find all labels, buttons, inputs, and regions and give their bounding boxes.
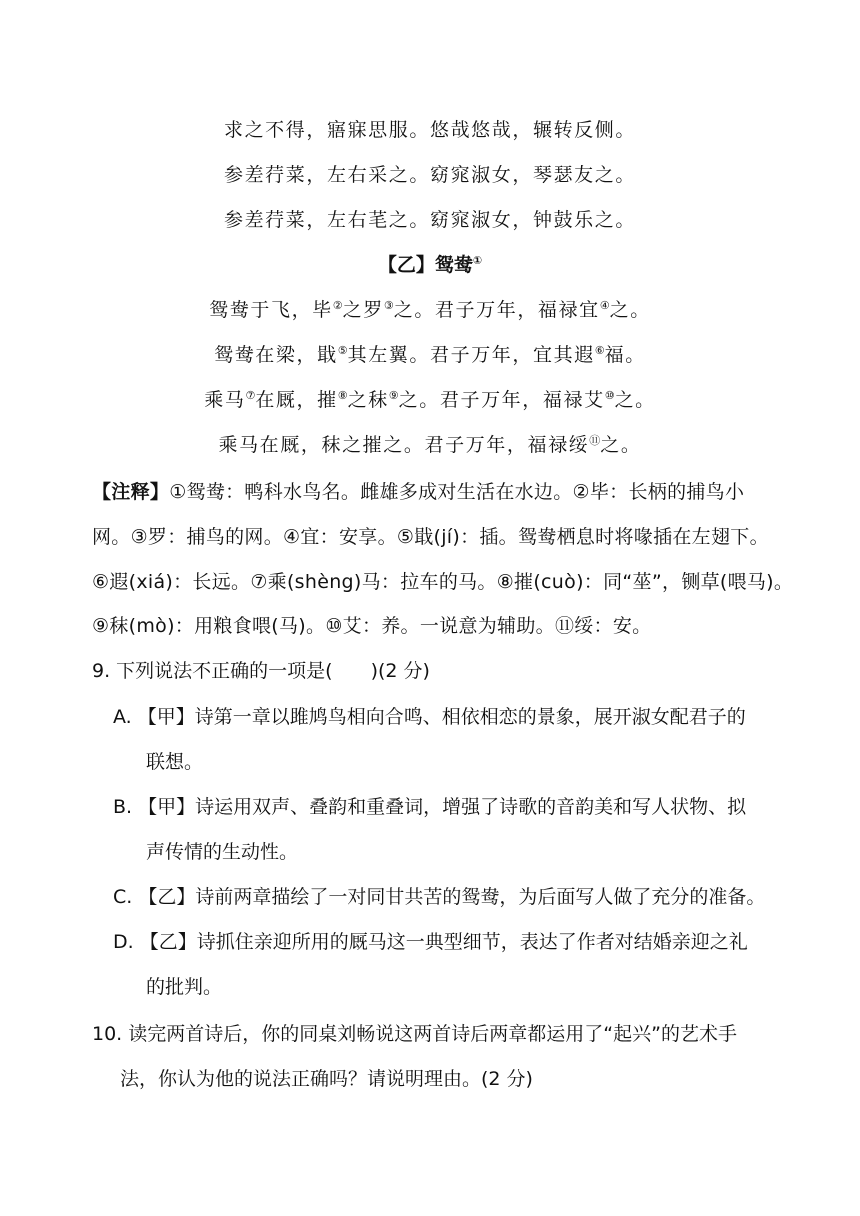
question-9-stem: 9. 下列说法不正确的一项是( )(2 分) — [92, 660, 430, 682]
poem-text: 乘马 — [204, 389, 246, 411]
notes-line: ⑨秣(mò)：用粮食喂(马)。⑩艾：养。一说意为辅助。⑪绥：安。 — [92, 615, 652, 637]
poem-yi-line — [0, 340, 860, 367]
option-b: B. 【甲】诗运用双声、叠韵和重叠词，增强了诗歌的音韵美和写人状物、拟 — [113, 796, 747, 818]
poem-text: 之。君子万年，福禄宜 — [393, 299, 600, 321]
poem-jia-line: 求之不得，寤寐思服。悠哉悠哉，辗转反侧。 — [223, 119, 636, 141]
footnote-mark: ⑨ — [388, 389, 399, 402]
footnote-mark: ② — [332, 299, 343, 312]
option-b-cont: 声传情的生动性。 — [146, 841, 299, 863]
option-a: A. 【甲】诗第一章以雎鸠鸟相向合鸣、相依相恋的景象，展开淑女配君子的 — [113, 706, 746, 728]
notes-line: 网。③罗：捕鸟的网。④宜：安享。⑤戢(jí)：插。鸳鸯栖息时将喙插在左翅下。 — [92, 526, 769, 548]
footnote-mark: ⑪ — [589, 434, 601, 447]
poem-text: 福。 — [604, 344, 646, 366]
option-a-cont: 联想。 — [146, 751, 204, 773]
question-10-stem: 10. 读完两首诗后，你的同桌刘畅说这两首诗后两章都运用了“起兴”的艺术手 — [92, 1023, 737, 1045]
footnote-mark: ⑥ — [594, 344, 605, 357]
notes-line — [92, 477, 792, 504]
notes-line: ⑥遐(xiá)：长远。⑦乘(shèng)马：拉车的马。⑧摧(cuò)：同“莝”，铡草(喂马)。 — [92, 571, 794, 593]
footnote-mark: ⑩ — [604, 389, 615, 402]
option-c: C. 【乙】诗前两章描绘了一对同甘共苦的鸳鸯，为后面写人做了充分的准备。 — [113, 886, 766, 908]
notes-label: 【注释】 — [92, 481, 170, 503]
footnote-mark: ⑤ — [337, 344, 348, 357]
footnote-mark: ⑧ — [337, 389, 348, 402]
poem-jia-line: 参差荇菜，左右芼之。窈窕淑女，钟鼓乐之。 — [223, 209, 636, 231]
poem-yi-title-text: 【乙】鸳鸯 — [377, 254, 473, 276]
poem-text: 之。 — [614, 389, 656, 411]
poem-text: 在厩，摧 — [255, 389, 338, 411]
option-d-cont: 的批判。 — [146, 976, 223, 998]
poem-text: 乘马在厩，秣之摧之。君子万年，福禄绥 — [218, 434, 590, 456]
poem-yi-title — [0, 250, 860, 277]
poem-text: 鸳鸯于飞，毕 — [209, 299, 333, 321]
poem-text: 之。君子万年，福禄艾 — [398, 389, 605, 411]
poem-text: 之。 — [600, 434, 642, 456]
poem-text: 之秣 — [347, 389, 389, 411]
poem-text: 鸳鸯在梁，戢 — [214, 344, 338, 366]
option-d: D. 【乙】诗抓住亲迎所用的厩马这一典型细节，表达了作者对结婚亲迎之礼 — [113, 931, 748, 953]
poem-yi-line — [0, 385, 860, 412]
footnote-mark: ④ — [599, 299, 610, 312]
poem-text: 之罗 — [342, 299, 384, 321]
poem-text: 其左翼。君子万年，宜其遐 — [347, 344, 595, 366]
footnote-mark: ③ — [383, 299, 394, 312]
poem-yi-line — [0, 295, 860, 322]
footnote-mark: ⑦ — [245, 389, 256, 402]
question-10-cont: 法，你认为他的说法正确吗？请说明理由。(2 分) — [120, 1068, 533, 1090]
footnote-mark: ① — [472, 254, 483, 267]
poem-jia-line: 参差荇菜，左右采之。窈窕淑女，琴瑟友之。 — [223, 164, 636, 186]
poem-yi-line — [0, 430, 860, 457]
notes-text: ①鸳鸯：鸭科水鸟名。雌雄多成对生活在水边。②毕：长柄的捕鸟小 — [169, 481, 745, 503]
poem-text: 之。 — [609, 299, 651, 321]
